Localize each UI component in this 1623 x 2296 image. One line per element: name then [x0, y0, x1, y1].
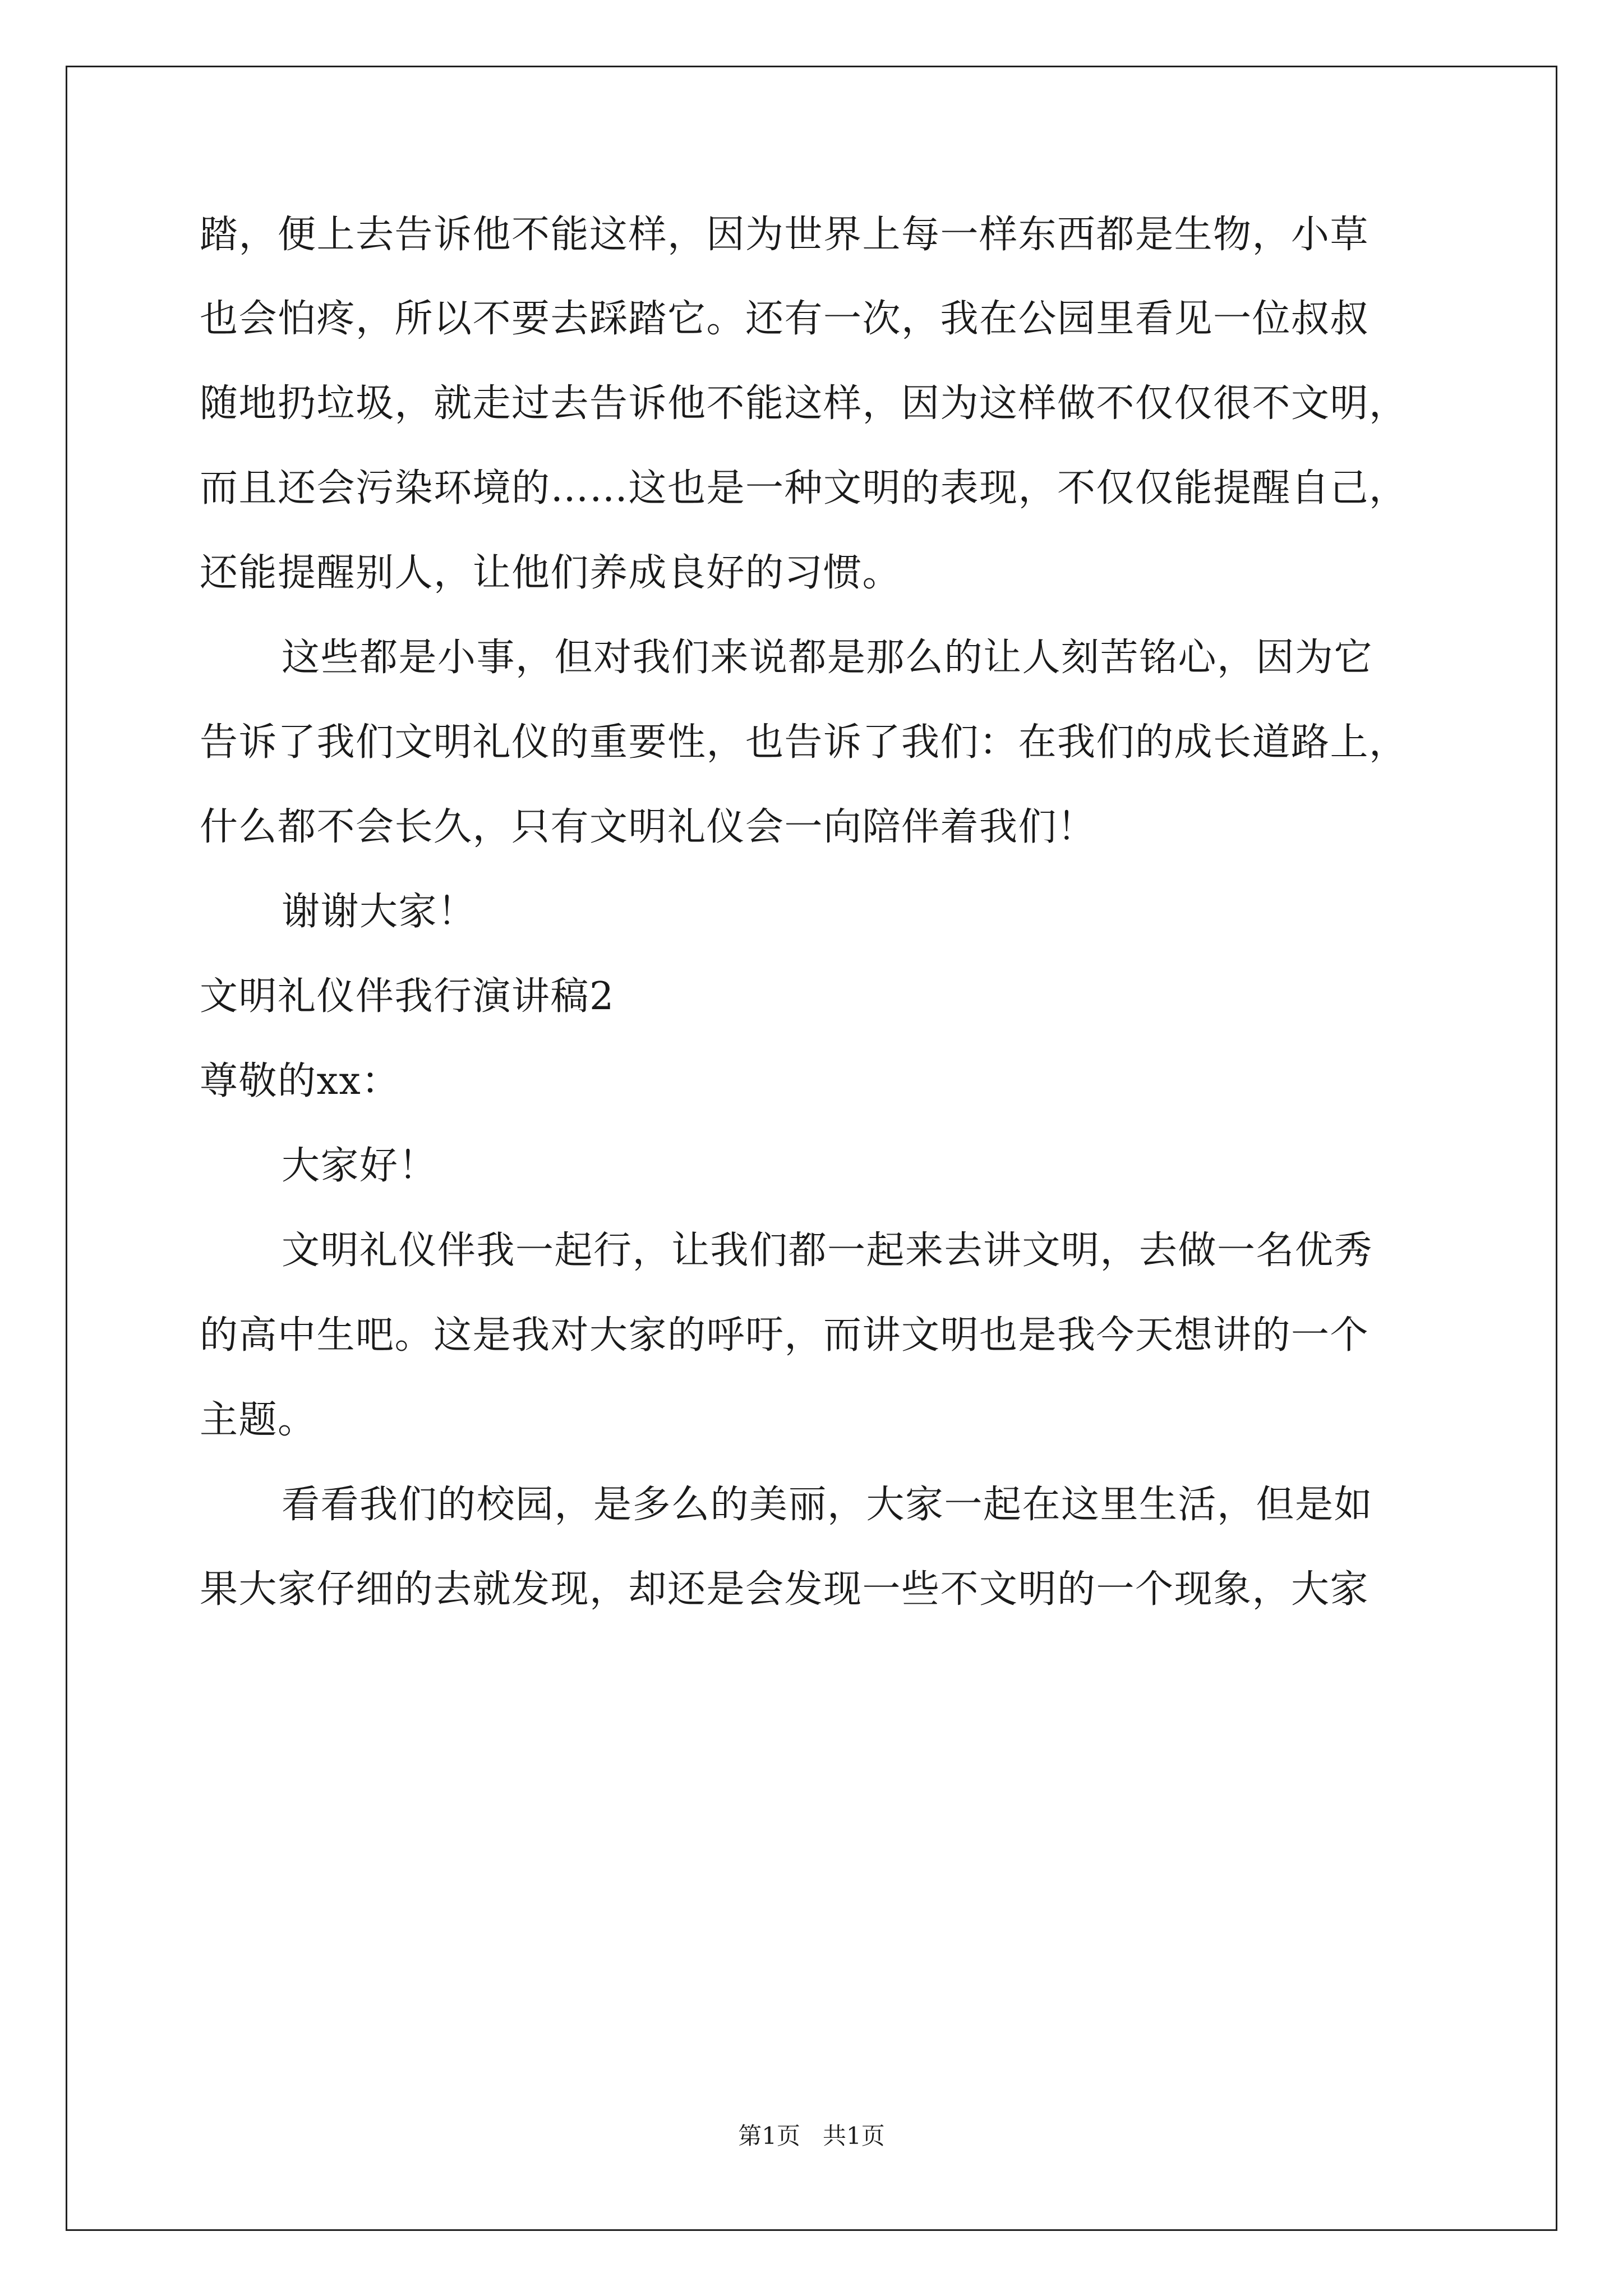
paragraph-first-line: 看看我们的校园，是多么的美丽，大家一起在这里生活，但是如 [282, 1483, 1373, 1527]
section-title: 文明礼仪伴我行演讲稿2 [200, 974, 615, 1019]
closing-line: 谢谢大家！ [282, 890, 477, 934]
text-line: 而且还会污染环境的……这也是一种文明的表现，不仅仅能提醒自己， [200, 466, 1408, 510]
text-line: 还能提醒别人，让他们养成良好的习惯。 [200, 551, 902, 595]
salutation: 尊敬的xx： [200, 1059, 400, 1103]
paragraph-first-line: 文明礼仪伴我一起行，让我们都一起来去讲文明，去做一名优秀 [282, 1228, 1373, 1273]
text-line: 随地扔垃圾，就走过去告诉他不能这样，因为这样做不仅仅很不文明， [200, 381, 1408, 426]
greeting: 大家好！ [282, 1144, 438, 1188]
paragraph-first-line: 这些都是小事，但对我们来说都是那么的让人刻苦铭心，因为它 [282, 636, 1373, 680]
text-line: 踏，便上去告诉他不能这样，因为世界上每一样东西都是生物，小草 [200, 213, 1370, 257]
text-line: 果大家仔细的去就发现，却还是会发现一些不文明的一个现象，大家 [200, 1567, 1370, 1612]
text-line: 主题。 [200, 1398, 317, 1442]
text-line: 的高中生吧。这是我对大家的呼吁，而讲文明也是我今天想讲的一个 [200, 1313, 1370, 1358]
text-line: 也会怕疼，所以不要去踩踏它。还有一次，我在公园里看见一位叔叔 [200, 297, 1370, 341]
text-line: 什么都不会长久，只有文明礼仪会一向陪伴着我们！ [200, 805, 1096, 849]
text-line: 告诉了我们文明礼仪的重要性，也告诉了我们：在我们的成长道路上， [200, 720, 1408, 765]
page-number: 第1页 共1页 [738, 2122, 885, 2150]
